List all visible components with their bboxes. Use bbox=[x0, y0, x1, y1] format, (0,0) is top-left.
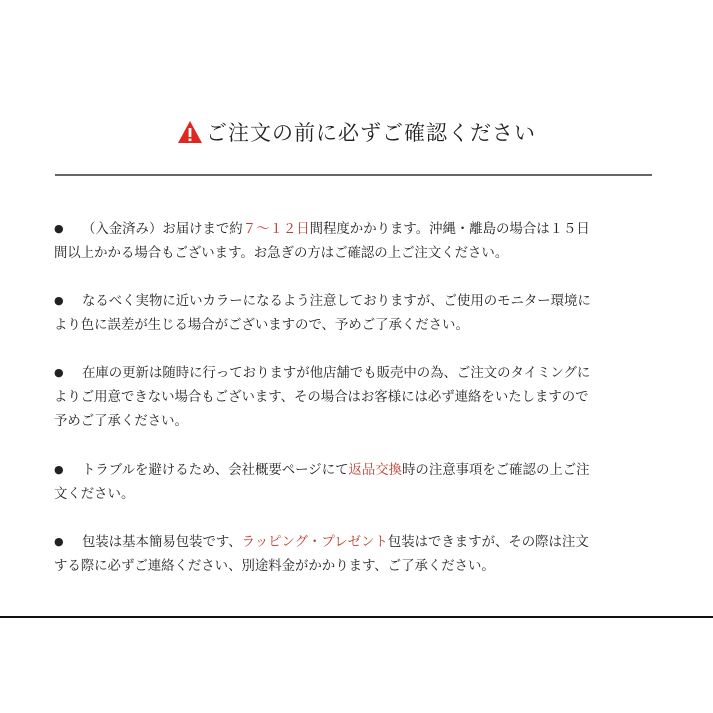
notice-text: 間以上かかる場合もございます。お急ぎの方はご確認の上ご注文ください。 bbox=[54, 245, 509, 261]
notice-text: （入金済み）お届けまで約 bbox=[82, 222, 243, 237]
notice-line bbox=[54, 458, 659, 483]
notice-text: 間程度かかります。沖縄・離島の場合は１５日 bbox=[309, 222, 590, 237]
notice-stock bbox=[54, 361, 659, 435]
notice-text: なるべく実物に近いカラーになるよう注意しておりますが、ご使用のモニター環境に bbox=[82, 294, 591, 309]
bottom-divider bbox=[0, 616, 713, 618]
notice-text: トラブルを避けるため、会社概要ページにて bbox=[82, 463, 349, 478]
page-title bbox=[0, 114, 713, 150]
notice-highlight: ７～１２日 bbox=[242, 222, 310, 237]
notice-text: 文ください。 bbox=[54, 486, 135, 502]
returns-link[interactable]: 返品交換 bbox=[348, 463, 403, 478]
notice-highlight: ラッピング・プレゼント bbox=[241, 535, 388, 550]
notice-text: する際に必ずご連絡ください、別途料金がかかります、ご了承ください。 bbox=[54, 558, 495, 574]
notice-line bbox=[54, 530, 659, 555]
notice-text: よりご用意できない場合もございます、その場合はお客様には必ず連絡をいたしますので bbox=[54, 389, 589, 405]
page-title-text: ご注文の前に必ずご確認ください bbox=[206, 121, 536, 145]
bullet-icon: ● bbox=[54, 222, 64, 235]
bullet-icon: ● bbox=[54, 463, 64, 476]
notice-text: 包装はできますが、その際は注文 bbox=[387, 535, 589, 550]
notice-text: 在庫の更新は随時に行っておりますが他店舗でも販売中の為、ご注文のタイミングに bbox=[82, 366, 591, 381]
warning-icon bbox=[177, 120, 203, 144]
notice-packaging bbox=[54, 530, 659, 579]
notice-returns bbox=[54, 458, 659, 507]
notice-line bbox=[54, 217, 659, 242]
notice-text: 予めご了承ください。 bbox=[54, 414, 188, 429]
notice-text: 時の注意事項をご確認の上ご注 bbox=[402, 463, 590, 478]
notice-line bbox=[54, 361, 659, 386]
bullet-icon: ● bbox=[54, 366, 64, 379]
notice-text: 包装は基本簡易包装です、 bbox=[82, 535, 242, 550]
notice-delivery bbox=[54, 217, 659, 266]
notice-color bbox=[54, 289, 659, 338]
title-divider bbox=[55, 174, 652, 176]
bullet-icon: ● bbox=[54, 535, 64, 548]
notice-line bbox=[54, 289, 659, 314]
notice-text: より色に誤差が生じる場合がございますので、予めご了承ください。 bbox=[54, 317, 469, 333]
bullet-icon: ● bbox=[54, 294, 64, 307]
